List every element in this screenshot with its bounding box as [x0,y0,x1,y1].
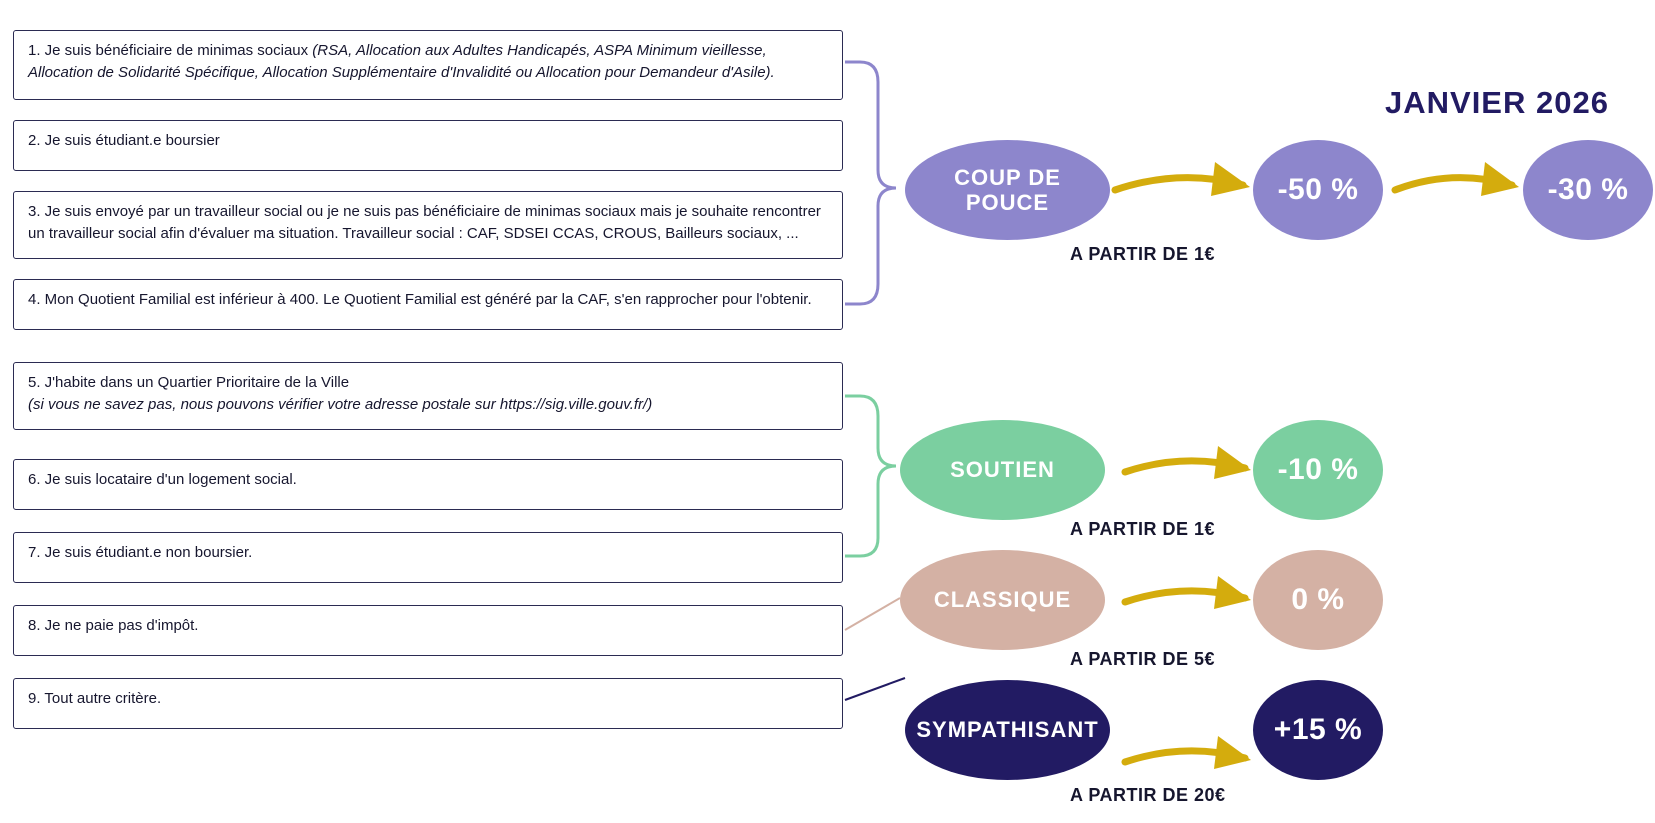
discount-coup-de-pouce-30 [1523,140,1653,240]
arrow-classique-to-0 [1125,591,1245,602]
tier-coup-de-pouce-label: COUP DE POUCE [954,164,1061,215]
caption-sympathisant: A PARTIR DE 20€ [1070,785,1226,805]
tier-classique[interactable] [900,550,1105,650]
tier-soutien-label: SOUTIEN [950,457,1055,483]
criteria-text-3: 3. Je suis envoyé par un travailleur social ou je ne suis pas bénéficiaire de minimas sociaux mais je souhaite rencontrer un travailleur social afin d'évaluer ma situation. Travailleur social : CAF, SDSEI CCAS, CROUS, Bailleurs sociaux, ... [28,203,821,242]
criteria-italic-1: (RSA, Allocation aux Adultes Handicapés, ASPA Minimum vieillesse, Allocation de Solidarité Spécifique, Allocation Supplémentaire d'Invalidité ou Allocation pour Demandeur d'Asile). [28,42,775,81]
criteria-text-9: 9. Tout autre critère. [28,690,162,707]
tier-coup-de-pouce[interactable] [905,140,1110,240]
tier-sympathisant-label: SYMPATHISANT [916,717,1099,743]
arrow-sympathisant-to-15 [1125,751,1245,762]
criteria-text-4: 4. Mon Quotient Familial est inférieur à 400. Le Quotient Familial est généré par la CAF, s'en rapprocher pour l'obtenir. [28,291,812,308]
caption-coup-de-pouce: A PARTIR DE 1€ [1070,244,1216,264]
criteria-box-7 [13,532,843,583]
discount-classique-0-label: 0 % [1291,583,1345,616]
arrowhead-soutien-to-10 [1214,446,1251,479]
caption-classique: A PARTIR DE 5€ [1070,649,1216,669]
tier-sympathisant[interactable] [905,680,1110,780]
criteria-text-2: 2. Je suis étudiant.e boursier [28,132,220,149]
line-classique [845,598,900,630]
discount-coup-de-pouce-50-label: -50 % [1277,173,1359,206]
criteria-box-5 [13,362,843,430]
brace-coup-de-pouce [845,62,896,304]
discount-coup-de-pouce-30-label: -30 % [1547,173,1629,206]
discount-sympathisant-15 [1253,680,1383,780]
criteria-text-5: 5. J'habite dans un Quartier Prioritaire de la Ville [28,374,350,391]
arrowhead-coup-de-pouce-to-50 [1211,162,1250,196]
discount-coup-de-pouce-50 [1253,140,1383,240]
discount-sympathisant-15-label: +15 % [1273,713,1363,746]
criteria-italic-5: (si vous ne savez pas, nous pouvons vérifier votre adresse postale sur https://sig.ville.gouv.fr/) [28,395,653,413]
discount-classique-0 [1253,550,1383,650]
line-sympathisant [845,678,905,700]
criteria-text-8: 8. Je ne paie pas d'impôt. [28,617,199,634]
criteria-text-7: 7. Je suis étudiant.e non boursier. [28,544,253,561]
tier-classique-label: CLASSIQUE [933,587,1072,613]
discount-soutien-10-label: -10 % [1277,453,1359,486]
arrow-soutien-to-10 [1125,461,1245,472]
caption-soutien: A PARTIR DE 1€ [1070,519,1216,539]
criteria-text-1: 1. Je suis bénéficiaire de minimas sociaux [28,42,313,59]
criteria-box-8 [13,605,843,656]
brace-soutien [845,396,896,556]
arrowhead-classique-to-0 [1214,576,1251,609]
criteria-box-1 [13,30,843,100]
criteria-box-2 [13,120,843,171]
discount-soutien-10 [1253,420,1383,520]
tier-soutien[interactable] [900,420,1105,520]
criteria-box-6 [13,459,843,510]
arrowhead-sympathisant-to-15 [1214,736,1251,769]
criteria-box-3 [13,191,843,259]
criteria-box-4 [13,279,843,330]
arrow-coup-de-pouce-to-50 [1115,178,1243,190]
arrowhead-50-to-30 [1481,162,1519,196]
arrow-50-to-30 [1395,178,1512,190]
criteria-box-9 [13,678,843,729]
page-title: JANVIER 2026 [1385,85,1609,120]
criteria-text-6: 6. Je suis locataire d'un logement social. [28,471,297,488]
